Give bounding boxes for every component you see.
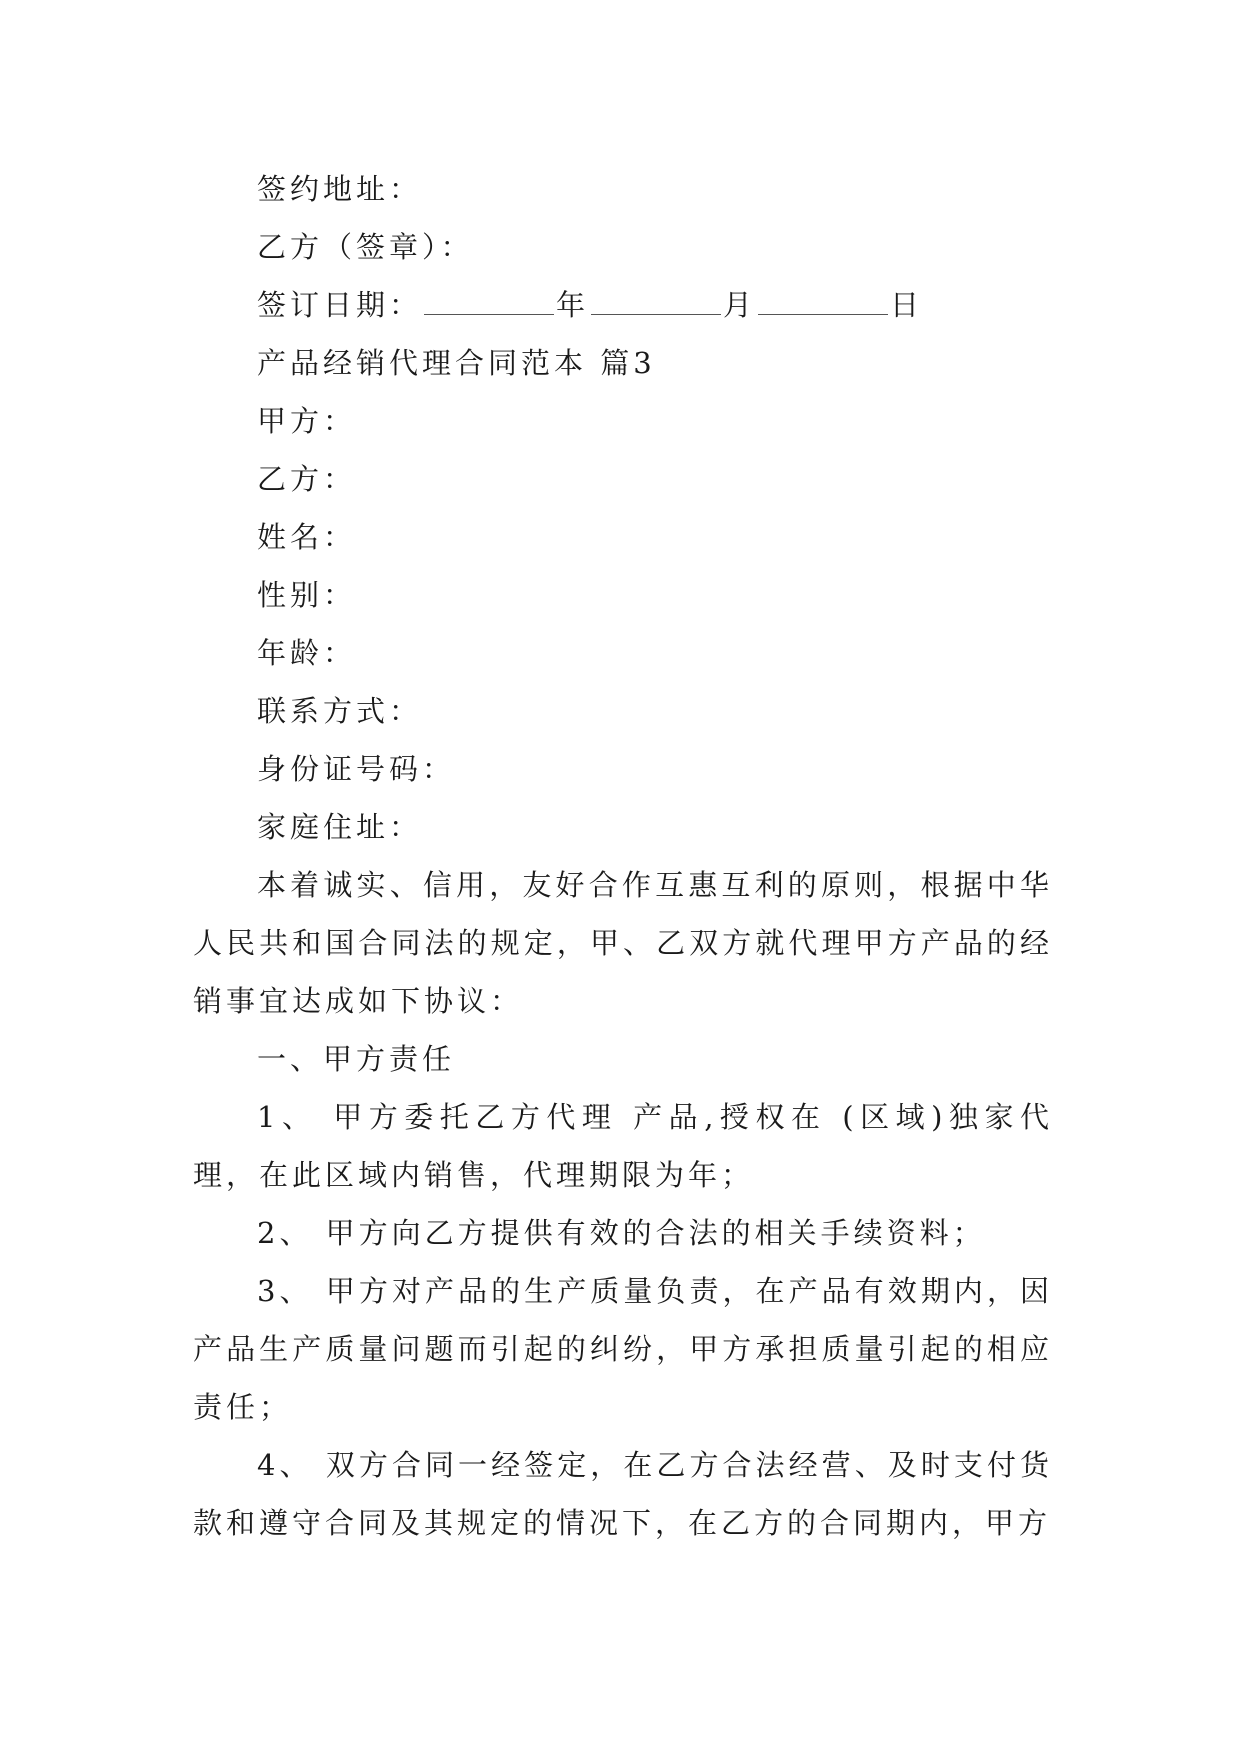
sign-date-line xyxy=(193,276,1053,334)
party-b-seal-line: 乙方（签章）： xyxy=(257,230,474,264)
sign-date-label: 签订日期： xyxy=(257,288,423,322)
day-blank xyxy=(758,284,888,315)
document-body xyxy=(193,160,1053,1552)
field-age: 年龄： xyxy=(257,636,357,670)
year-blank xyxy=(424,284,554,315)
field-contact: 联系方式： xyxy=(257,694,423,728)
month-label: 月 xyxy=(723,288,757,322)
intro-paragraph: 本着诚实、信用，友好合作互惠互利的原则，根据中华人民共和国合同法的规定，甲、乙双方就代理甲方产品的经销事宜达成如下协议： xyxy=(193,868,1053,1018)
clause-2: 2、 甲方向乙方提供有效的合法的相关手续资料； xyxy=(257,1216,986,1250)
field-party-a: 甲方： xyxy=(257,404,357,438)
field-gender: 性别： xyxy=(257,578,357,612)
month-blank xyxy=(591,284,721,315)
field-id-number: 身份证号码： xyxy=(257,752,456,786)
clause-1: 1、 甲方委托乙方代理 产品,授权在 (区域)独家代理，在此区域内销售，代理期限为年； xyxy=(193,1100,1053,1192)
section-title: 产品经销代理合同范本 篇3 xyxy=(257,346,656,380)
field-name: 姓名： xyxy=(257,520,357,554)
year-label: 年 xyxy=(556,288,590,322)
heading-party-a-duties: 一、甲方责任 xyxy=(257,1042,456,1076)
clause-4: 4、 双方合同一经签定，在乙方合法经营、及时支付货款和遵守合同及其规定的情况下，在乙方的合同期内，甲方 xyxy=(193,1448,1053,1540)
clause-3: 3、 甲方对产品的生产质量负责，在产品有效期内，因产品生产质量问题而引起的纠纷，甲方承担质量引起的相应责任； xyxy=(193,1274,1053,1424)
field-party-b: 乙方： xyxy=(257,462,357,496)
field-address: 家庭住址： xyxy=(257,810,423,844)
sign-place-line: 签约地址： xyxy=(257,172,423,206)
day-label: 日 xyxy=(890,288,924,322)
